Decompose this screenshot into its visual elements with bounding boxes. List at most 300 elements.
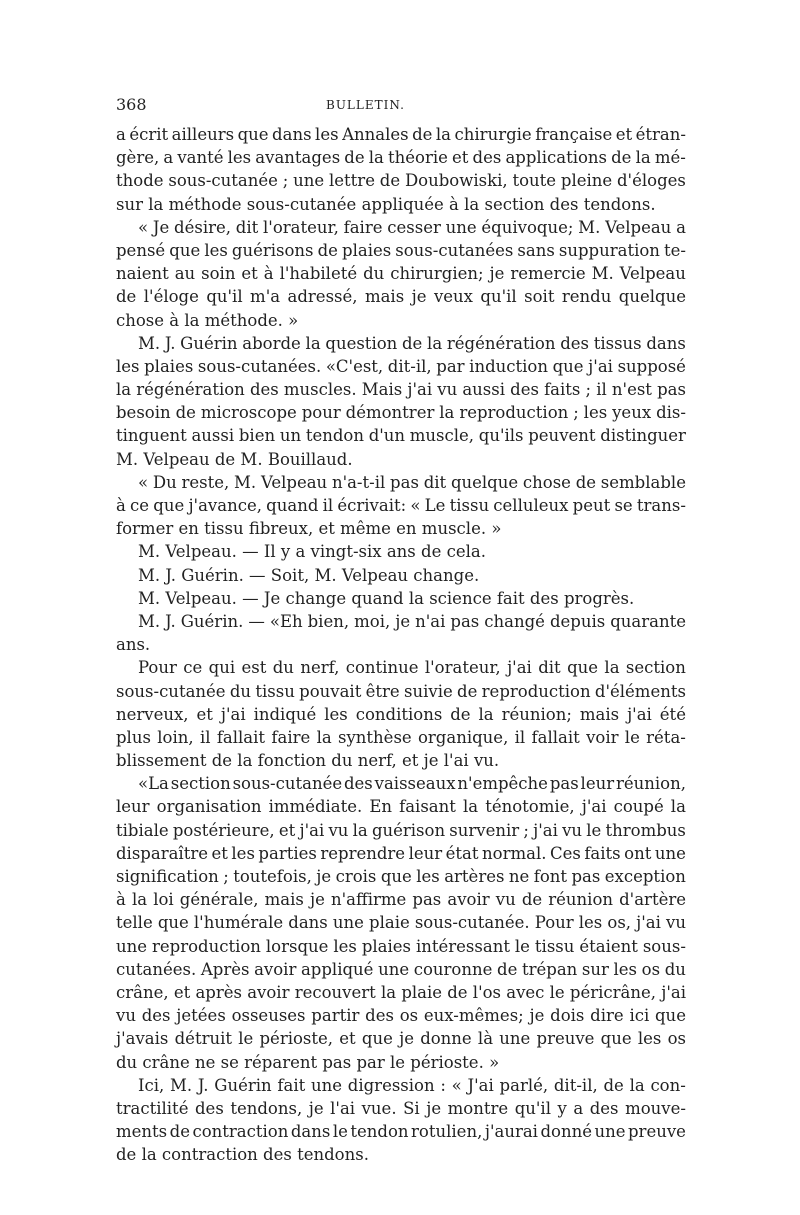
word: mais — [579, 704, 620, 724]
text-line: blissement de la fonction du nerf, et je l'ai vu. — [116, 751, 500, 771]
word: ; — [585, 380, 592, 400]
word: leur — [580, 774, 615, 794]
word: plaies — [361, 936, 412, 956]
word: thrombus — [605, 820, 686, 840]
word: les — [333, 936, 357, 956]
word: une — [332, 913, 364, 933]
word: j'ai — [533, 820, 558, 840]
word: il — [199, 727, 211, 747]
word: sous-cutanée — [232, 774, 343, 794]
word: dire — [590, 1006, 624, 1026]
word: M. — [578, 217, 601, 237]
word: équivoque; — [481, 217, 574, 237]
word: Guérin. — [180, 611, 244, 631]
word: continue — [345, 658, 419, 678]
word: d'éléments — [594, 681, 686, 701]
word: la — [439, 403, 455, 423]
word: après — [195, 982, 242, 1002]
word: le — [549, 982, 565, 1002]
word: les — [116, 356, 140, 376]
word: que — [380, 867, 412, 886]
word: disparaître — [116, 843, 208, 863]
word: la — [305, 333, 321, 353]
word: dans — [290, 1122, 331, 1142]
word: des — [195, 1098, 224, 1118]
word: la — [380, 982, 397, 1002]
word: aussi — [191, 426, 235, 446]
word: de — [497, 959, 518, 979]
word: j'ai — [627, 704, 652, 724]
word: les — [637, 1029, 662, 1049]
word: M. — [234, 472, 257, 492]
text-line — [116, 1097, 686, 1120]
word: tissus — [593, 333, 642, 353]
text-line — [116, 1074, 686, 1097]
word: je — [316, 867, 332, 886]
word: artères — [444, 867, 505, 886]
word: avoir — [447, 890, 490, 910]
text-line — [116, 1027, 686, 1050]
word: j'avance, — [188, 496, 262, 515]
text-line — [116, 981, 686, 1004]
text-line: du crâne ne se réparent pas par le périoste. » — [116, 1052, 500, 1072]
word: pas — [390, 472, 419, 492]
word: «Eh — [269, 611, 303, 631]
word: rotulien, — [411, 1122, 483, 1142]
word: à — [116, 496, 126, 515]
word: induction — [469, 356, 548, 376]
word: montre — [447, 1098, 509, 1118]
word: bien, — [307, 611, 350, 631]
word: la — [352, 820, 368, 840]
word: mais — [364, 287, 405, 307]
word: chirurgie — [454, 125, 532, 144]
word: indiqué — [253, 704, 317, 724]
word: tendons, — [230, 1098, 303, 1118]
text-line — [116, 865, 686, 888]
word: ici — [629, 1006, 650, 1026]
word: et — [241, 264, 258, 284]
word: osseuses — [231, 1006, 306, 1026]
word: je — [395, 611, 411, 631]
word: une — [594, 1122, 626, 1142]
word: aborde — [242, 333, 301, 353]
word: section — [170, 774, 231, 794]
word: là — [477, 1029, 494, 1049]
text-line — [116, 610, 686, 633]
word: veux — [433, 287, 473, 307]
text-line: de la contraction des tendons. — [116, 1145, 369, 1165]
word: « — [138, 217, 149, 237]
word: plus — [116, 727, 151, 747]
word: de — [116, 287, 137, 307]
word: pensé — [116, 240, 166, 260]
word: ont — [624, 843, 652, 863]
word: M. — [591, 264, 614, 284]
word: du — [363, 264, 385, 284]
word: de — [344, 148, 365, 168]
word: une — [116, 936, 148, 956]
word: crâne, — [116, 982, 169, 1002]
word: moi, — [354, 611, 391, 631]
word: le — [332, 1122, 348, 1142]
word: dit-il, — [387, 356, 432, 376]
word: le — [624, 727, 640, 747]
word: réta- — [646, 727, 686, 747]
word: que — [600, 1029, 632, 1049]
word: ne — [508, 867, 530, 886]
word: besoin — [116, 403, 171, 423]
word: qu'il — [480, 287, 517, 307]
word: microscope — [200, 403, 297, 423]
word: dois — [550, 1006, 585, 1026]
word: et — [196, 704, 213, 724]
word: Guérin — [214, 1075, 272, 1095]
word: sous-cutanée — [116, 681, 226, 701]
word: M. — [138, 611, 161, 631]
word: eux-mêmes; — [423, 1006, 524, 1026]
word: des — [472, 148, 502, 168]
text-line — [116, 772, 686, 795]
body-text — [116, 123, 686, 1166]
word: pas — [412, 890, 442, 910]
word: yeux — [612, 403, 652, 423]
word: loin, — [157, 727, 194, 747]
word: ténotomie, — [485, 797, 575, 817]
word: survenir — [449, 820, 520, 840]
word: mé- — [654, 148, 686, 168]
word: sur — [581, 959, 609, 979]
word: toutefois, — [233, 867, 312, 886]
word: la — [635, 148, 651, 168]
word: la — [629, 1075, 645, 1095]
text-line — [116, 123, 686, 146]
word: « — [138, 472, 149, 492]
word: soit — [524, 287, 555, 307]
word: les — [231, 843, 255, 863]
word: des — [249, 380, 279, 400]
word: applications — [505, 148, 607, 168]
word: chose — [522, 472, 571, 492]
word: sans — [517, 240, 555, 260]
word: au — [174, 264, 196, 284]
word: signification — [116, 867, 219, 886]
word: dis- — [656, 403, 686, 423]
word: mais — [264, 890, 304, 910]
word: a — [573, 1098, 584, 1118]
word: dit — [423, 472, 447, 492]
word: m'a — [250, 287, 281, 307]
word: : — [440, 1075, 446, 1095]
word: n'est — [611, 380, 652, 400]
word: trépan — [521, 959, 578, 979]
word: réunion, — [615, 774, 686, 794]
word: de — [175, 403, 196, 423]
word: suppuration — [558, 240, 660, 260]
word: reste, — [181, 472, 230, 492]
word: le — [586, 820, 602, 840]
word: le — [514, 936, 530, 956]
text-line — [116, 703, 686, 726]
word: et — [339, 1029, 356, 1049]
word: j'aurai — [484, 1122, 538, 1142]
word: cutanées. — [116, 959, 197, 979]
word: démontrer — [345, 403, 435, 423]
text-line: M. Velpeau. — Je change quand la science fait des progrès. — [138, 588, 635, 608]
text-line — [116, 1120, 686, 1143]
word: leur — [408, 843, 443, 863]
word: d'un — [368, 426, 406, 446]
word: dit — [538, 658, 561, 678]
word: vanté — [177, 148, 224, 168]
word: tissu — [255, 681, 295, 701]
word: donne — [420, 1029, 472, 1049]
word: et — [173, 982, 191, 1002]
word: que — [567, 658, 599, 678]
word: ; — [223, 867, 229, 886]
word: vu — [437, 380, 458, 400]
word: plaie — [369, 913, 410, 933]
word: suivie — [404, 681, 453, 701]
word: je — [399, 1029, 414, 1049]
word: tinguent — [116, 426, 187, 446]
word: distinguer — [600, 426, 686, 446]
word: péricrâne, — [569, 982, 656, 1002]
word: que — [169, 240, 201, 260]
word: la — [131, 890, 148, 910]
word: synthèse — [338, 727, 412, 747]
word: étaient — [579, 936, 638, 956]
word: soin — [201, 264, 236, 284]
word: quarante — [610, 611, 686, 631]
word: pas — [549, 774, 579, 794]
text-line — [116, 169, 686, 192]
word: digression — [347, 1075, 435, 1095]
word: il — [596, 380, 607, 400]
word: vu — [328, 820, 349, 840]
word: à — [263, 264, 274, 284]
word: j'ai — [220, 704, 246, 724]
word: gère, — [116, 148, 160, 168]
word: a — [116, 125, 126, 144]
word: la — [435, 125, 452, 144]
word: chirurgien; — [390, 264, 484, 284]
text-line — [116, 494, 686, 517]
text-line — [116, 239, 686, 262]
word: que — [655, 1006, 686, 1026]
word: plaies — [342, 240, 392, 260]
word: telle — [116, 913, 153, 933]
word: tissu — [449, 496, 490, 515]
word: la — [116, 380, 132, 400]
word: de — [521, 890, 543, 910]
text-line — [116, 216, 686, 239]
word: des — [589, 1098, 619, 1118]
word: état — [445, 843, 479, 863]
word: toute — [512, 171, 557, 191]
word: vu — [562, 820, 583, 840]
word: depuis — [549, 611, 606, 631]
word: de — [379, 171, 401, 191]
word: plaies — [144, 356, 194, 376]
word: et — [615, 125, 633, 144]
word: Du — [152, 472, 177, 492]
word: muscles. — [283, 380, 357, 400]
word: voir — [586, 727, 619, 747]
word: os — [641, 959, 661, 979]
text-line — [116, 1004, 686, 1027]
word: je — [529, 1006, 545, 1026]
word: une — [311, 1075, 343, 1095]
word: guérison — [371, 820, 446, 840]
word: étran- — [635, 125, 686, 144]
word: font — [533, 867, 568, 886]
word: lorsque — [265, 936, 329, 956]
word: ; — [282, 171, 289, 191]
text-line — [116, 285, 686, 308]
text-line — [116, 726, 686, 749]
word: il — [322, 496, 334, 515]
word: que — [153, 496, 185, 515]
word: est — [241, 658, 267, 678]
word: nerf, — [300, 658, 340, 678]
word: reproduction — [151, 936, 261, 956]
word: faisant — [399, 797, 456, 817]
word: peut — [572, 496, 611, 515]
word: «C'est, — [325, 356, 384, 376]
word: la — [670, 797, 686, 817]
word: os, — [607, 913, 632, 933]
word: te- — [664, 240, 686, 260]
word: régénération — [446, 333, 556, 353]
word: le — [238, 1029, 254, 1049]
word: les — [324, 704, 348, 724]
word: je — [309, 890, 325, 910]
word: intéressant — [415, 936, 510, 956]
word: J. — [197, 1075, 209, 1095]
word: réunion; — [501, 704, 572, 724]
word: du — [272, 658, 294, 678]
word: du — [664, 959, 686, 979]
text-line: M. Velpeau de M. Bouillaud. — [116, 449, 353, 469]
text-line — [116, 680, 686, 703]
word: peuvent — [528, 426, 596, 446]
word: faits — [544, 380, 581, 400]
word: lettre — [329, 171, 375, 191]
word: Mais — [361, 380, 403, 400]
text-line — [116, 958, 686, 981]
word: leur — [116, 797, 150, 817]
word: avoir — [247, 982, 290, 1002]
word: vu — [116, 1006, 136, 1026]
word: qu'ils — [478, 426, 524, 446]
word: ments — [116, 1122, 168, 1142]
word: Si — [403, 1098, 420, 1118]
word: réunion — [548, 890, 614, 910]
word: sous- — [642, 936, 686, 956]
word: que — [157, 913, 189, 933]
word: supposé — [617, 356, 686, 376]
word: Velpeau — [260, 472, 328, 492]
word: os — [399, 1006, 419, 1026]
word: ; — [573, 403, 579, 423]
word: Annales — [342, 125, 409, 144]
word: d'artère — [619, 890, 686, 910]
word: jetées — [176, 1006, 226, 1026]
word: des — [510, 380, 539, 400]
word: une — [445, 217, 477, 237]
text-line — [116, 842, 686, 865]
word: adressé, — [287, 287, 358, 307]
word: l'humérale — [193, 913, 284, 933]
word: de — [457, 681, 478, 701]
word: J'ai — [467, 1075, 494, 1095]
word: sous-cutanées. — [197, 356, 322, 376]
word: mouve- — [625, 1098, 686, 1118]
word: j'ai — [661, 982, 686, 1002]
word: des — [365, 1006, 394, 1026]
word: de — [447, 982, 468, 1002]
word: J. — [165, 611, 176, 631]
word: dit — [235, 217, 259, 237]
word: les — [204, 240, 228, 260]
text-line: M. J. Guérin. — Soit, M. Velpeau change. — [138, 565, 480, 585]
word: les — [613, 959, 638, 979]
word: vu — [495, 890, 516, 910]
word: Velpeau — [619, 264, 686, 284]
word: dit-il, — [553, 1075, 598, 1095]
text-line — [116, 795, 686, 818]
word: des — [560, 333, 589, 353]
word: une — [293, 171, 325, 191]
word: qui — [208, 658, 236, 678]
word: contraction — [192, 1122, 289, 1142]
word: pas — [571, 867, 601, 886]
word: guérisons — [231, 240, 314, 260]
text-line — [116, 332, 686, 355]
word: pouvait — [299, 681, 362, 701]
word: organisation — [156, 797, 262, 817]
word: l'orateur, — [424, 658, 501, 678]
word: Doubowiski, — [404, 171, 508, 191]
word: que — [237, 125, 269, 144]
word: aussi — [462, 380, 506, 400]
word: J. — [164, 333, 176, 353]
text-line — [116, 262, 686, 285]
word: remercie — [510, 264, 586, 284]
word: du — [229, 681, 252, 701]
word: de — [169, 1122, 190, 1142]
word: postérieure, — [172, 820, 275, 840]
word: ce — [183, 658, 203, 678]
text-line — [116, 911, 686, 934]
word: la — [478, 704, 494, 724]
word: immédiate. — [268, 797, 363, 817]
word: j'ai — [299, 820, 325, 840]
word: coupé — [613, 797, 664, 817]
text-line — [116, 355, 686, 378]
text-line — [116, 424, 686, 447]
word: Ici, — [138, 1075, 165, 1095]
word: muscle, — [409, 426, 475, 446]
text-line — [116, 819, 686, 842]
word: y — [557, 1098, 567, 1118]
word: exception — [604, 867, 686, 886]
word: la — [604, 658, 620, 678]
word: dans — [272, 125, 312, 144]
word: quelque — [618, 287, 686, 307]
word: je — [489, 264, 505, 284]
